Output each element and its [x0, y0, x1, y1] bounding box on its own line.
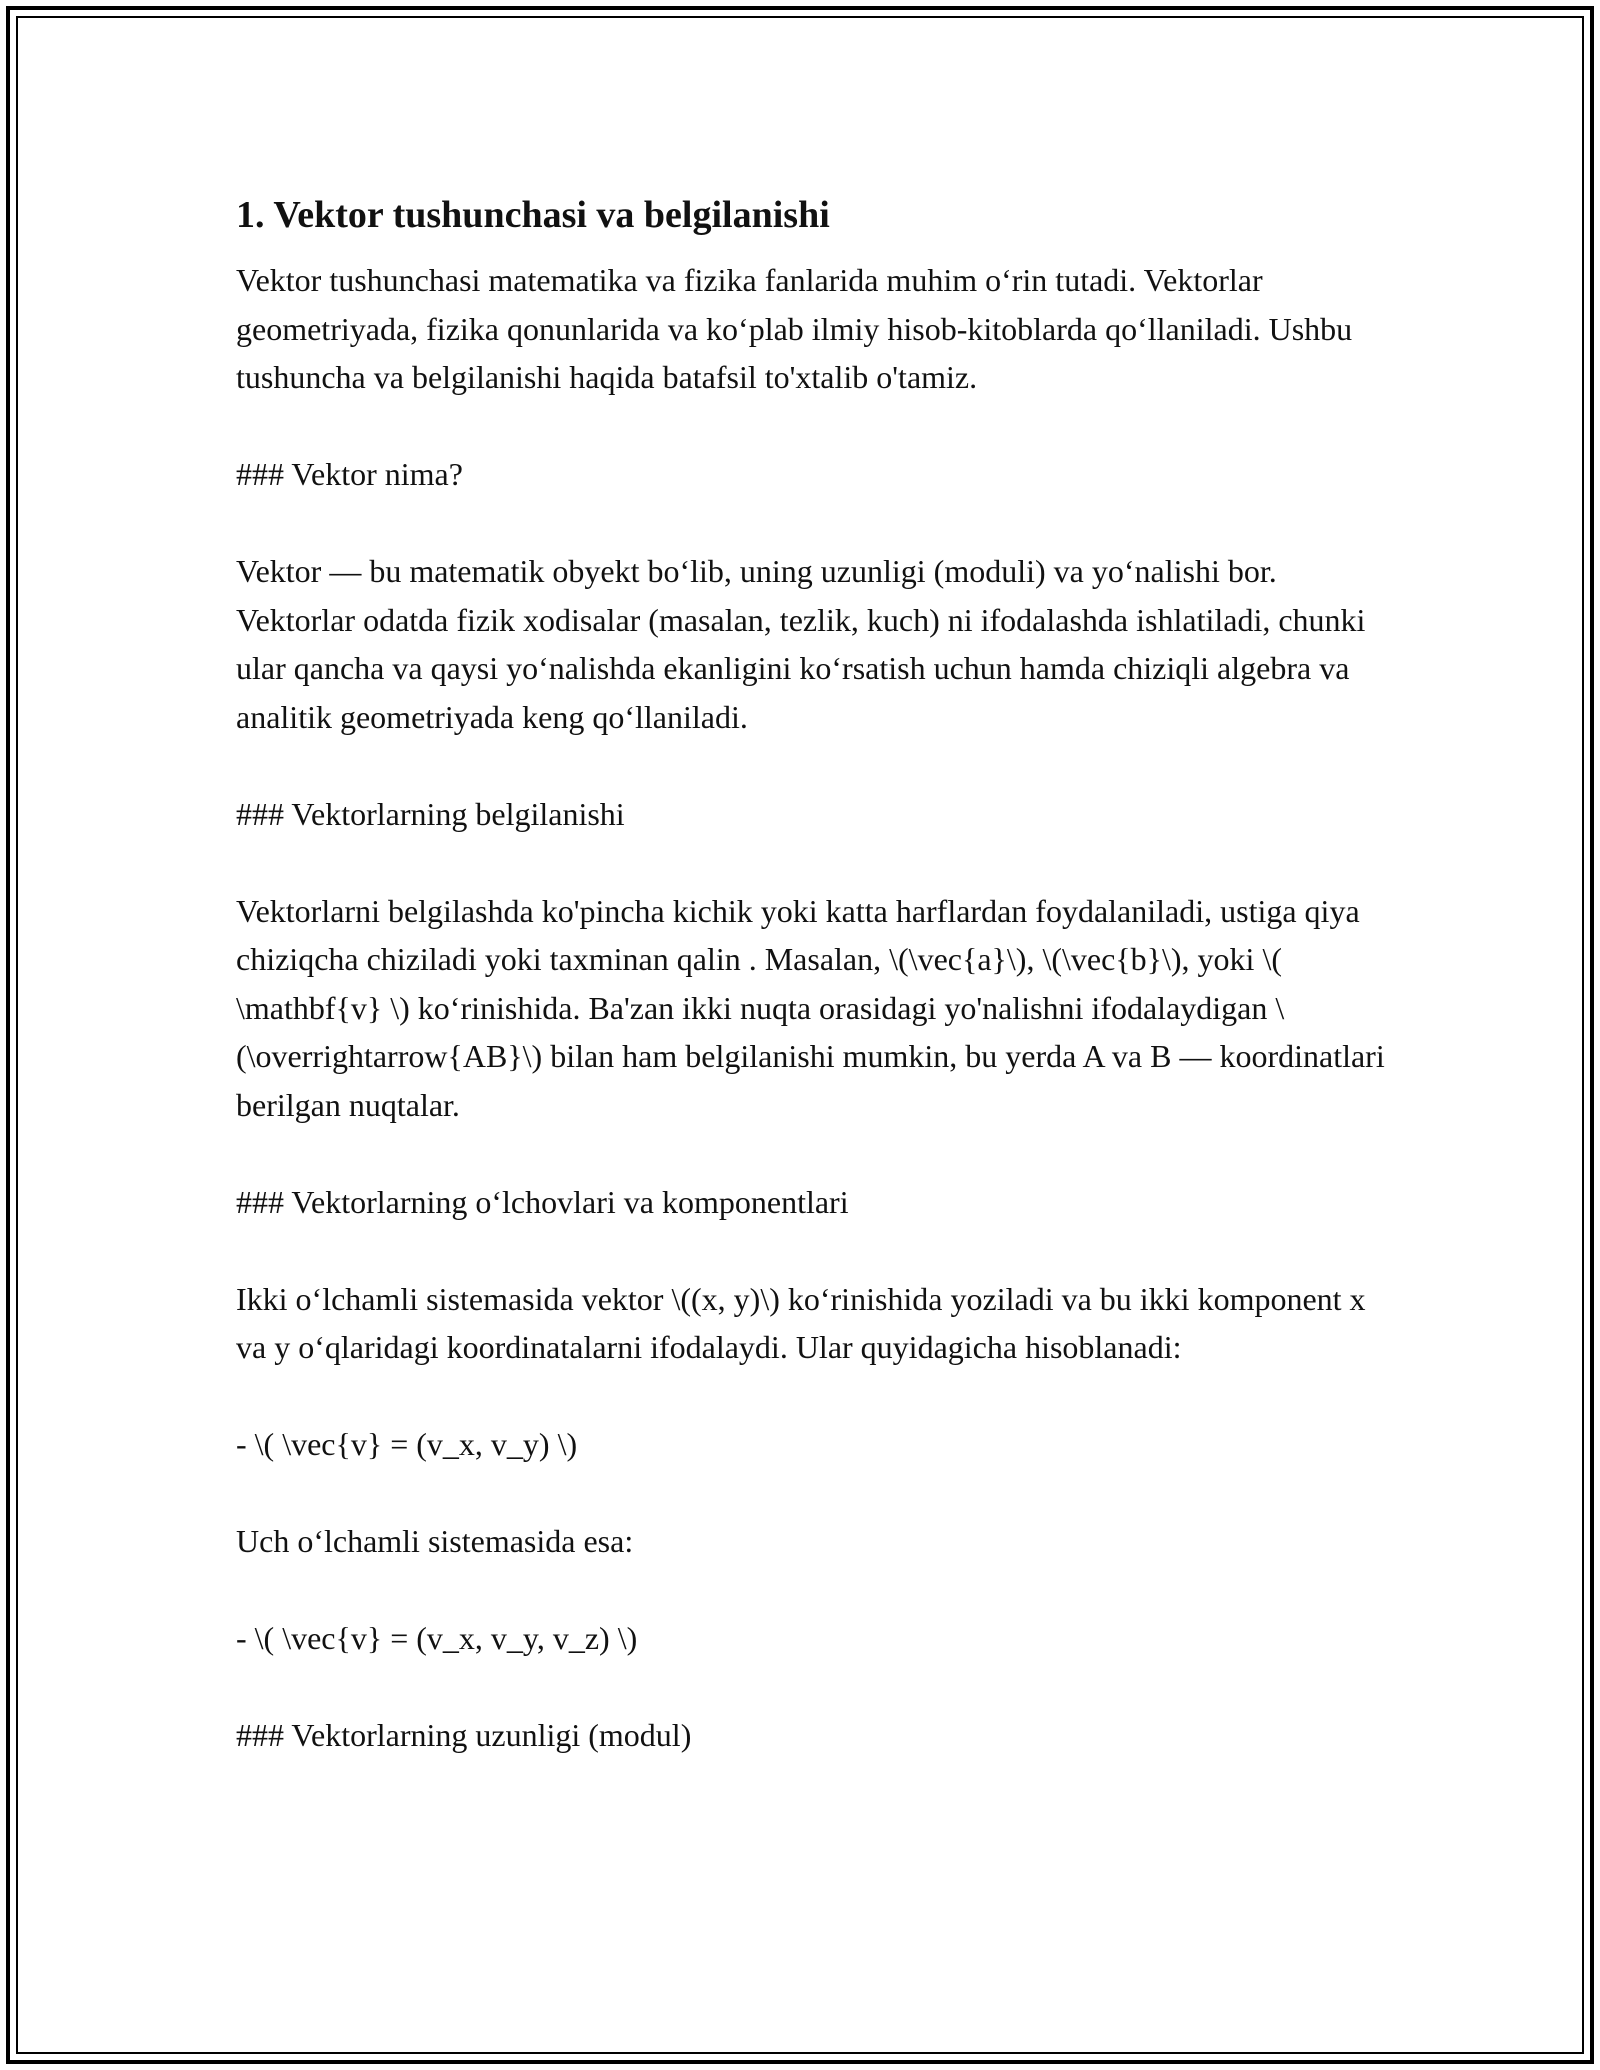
paragraph-intro: Vektor tushunchasi matematika va fizika fanlarida muhim o‘rin tutadi. Vektorlar geometriyada, fizika qonunlarida va ko‘plab ilmiy hisob-kitoblarda qo‘llaniladi. Ushbu tushuncha va belgilanishi haqida batafsil to'xtalib o'tamiz. — [236, 262, 1353, 395]
paragraph-vektor-notation: Vektorlarni belgilashda ko'pincha kichik yoki katta harflardan foydalaniladi, ustiga qiya chiziqcha chiziladi yoki taxminan qalin . Masalan, \(\vec{a}\), \(\vec{b}\), yoki \( \mathbf{v} \) ko‘rinishida. Ba'zan ikki nuqta orasidagi yo'nalishni ifodalaydigan \(\overrightarrow{AB}\) bilan ham belgilanishi mumkin, bu yerda A va B — koordinatlari berilgan nuqtalar. — [236, 892, 1385, 1123]
document-body — [236, 184, 1386, 1760]
heading-vektor-nima: ### Vektor nima? — [236, 456, 463, 492]
paragraph-3d-intro: Uch o‘lchamli sistemasida esa: — [236, 1523, 634, 1559]
paragraph-vektor-definition: Vektor — bu matematik obyekt bo‘lib, uning uzunligi (moduli) va yo‘nalishi bor. Vektorlar odatda fizik xodisalar (masalan, tezlik, kuch) ni ifodalashda ishlatiladi, chunki ular qancha va qaysi yo‘nalishda ekanligini ko‘rsatish uchun hamda chiziqli algebra va analitik geometriyada keng qo‘llaniladi. — [236, 553, 1366, 735]
document-title: 1. Vektor tushunchasi va belgilanishi — [236, 194, 830, 236]
formula-3d-vector: - \( \vec{v} = (v_x, v_y, v_z) \) — [236, 1620, 638, 1656]
heading-vektor-uzunligi: ### Vektorlarning uzunligi (modul) — [236, 1717, 692, 1753]
formula-2d-vector: - \( \vec{v} = (v_x, v_y) \) — [236, 1426, 578, 1462]
heading-vektor-belgilanishi: ### Vektorlarning belgilanishi — [236, 795, 625, 832]
heading-vektor-komponentlari: ### Vektorlarning o‘lchovlari va komponentlari — [236, 1183, 849, 1220]
paragraph-2d-components: Ikki o‘lchamli sistemasida vektor \((x, y)\) ko‘rinishida yoziladi va bu ikki komponent x va y o‘qlaridagi koordinatalarni ifodalaydi. Ular quyidagicha hisoblanadi: — [236, 1280, 1366, 1365]
